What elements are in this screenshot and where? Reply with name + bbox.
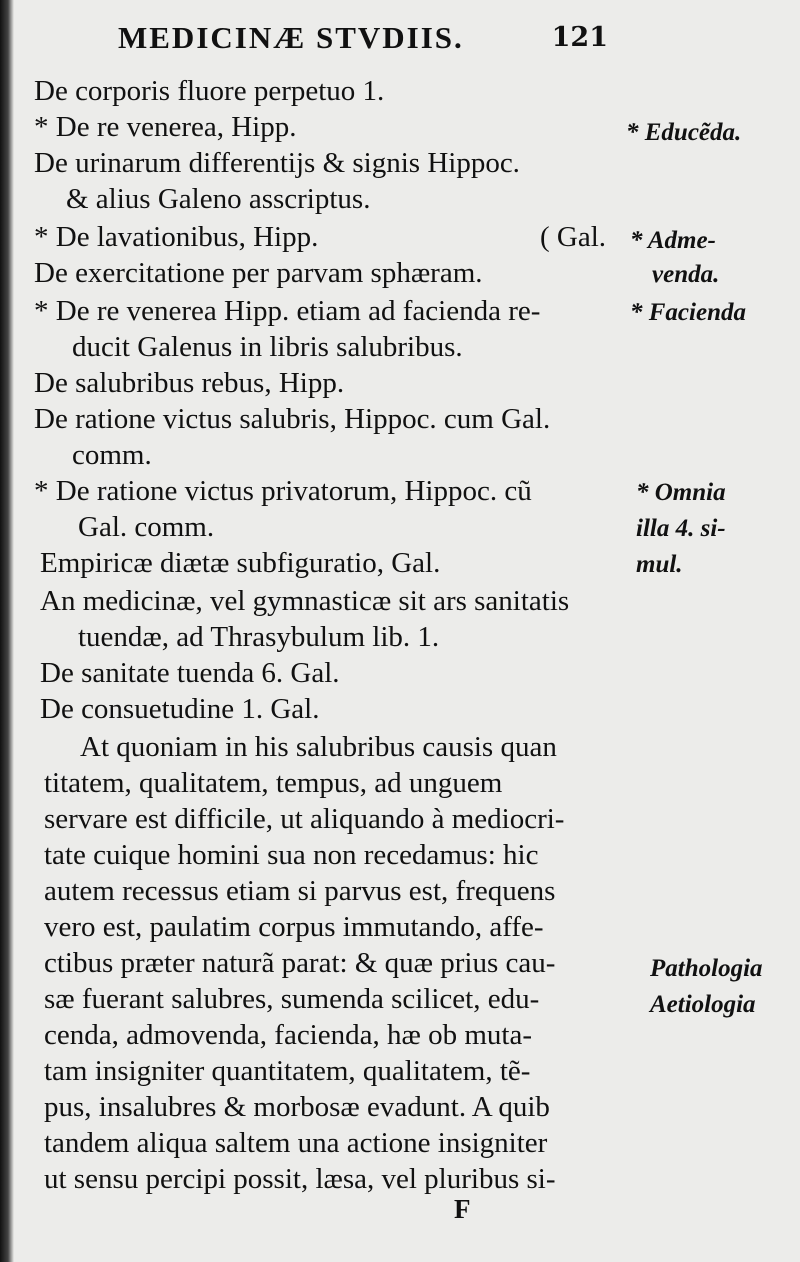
text-line: De urinarum differentijs & signis Hippoc. xyxy=(34,147,520,179)
text-line: De sanitate tuenda 6. Gal. xyxy=(40,657,340,689)
margin-note: * Omnia xyxy=(636,479,726,506)
text-line: Empiricæ diætæ subfiguratio, Gal. xyxy=(40,547,441,579)
text-line: ( Gal. xyxy=(540,221,607,253)
text-line: At quoniam in his salubribus causis quan xyxy=(80,731,557,763)
text-line: * De ratione victus privatorum, Hippoc. cũ xyxy=(34,475,532,507)
margin-note: illa 4. si- xyxy=(636,515,726,542)
text-line: cenda, admovenda, facienda, hæ ob muta- xyxy=(44,1019,532,1051)
text-line: titatem, qualitatem, tempus, ad unguem xyxy=(44,767,503,799)
margin-note: Pathologia xyxy=(650,955,763,982)
margin-note: * Educẽda. xyxy=(626,119,742,146)
text-line: De consuetudine 1. Gal. xyxy=(40,693,320,725)
text-line: De salubribus rebus, Hipp. xyxy=(34,367,345,399)
margin-note: * Facienda xyxy=(630,299,746,326)
text-line: ut sensu percipi possit, læsa, vel pluribus si- xyxy=(44,1163,556,1195)
text-line: tandem aliqua saltem una actione insigniter xyxy=(44,1127,548,1159)
text-line: * De re venerea Hipp. etiam ad facienda re- xyxy=(34,295,541,327)
text-line: tuendæ, ad Thrasybulum lib. 1. xyxy=(78,621,440,653)
text-line: De exercitatione per parvam sphæram. xyxy=(34,257,483,289)
text-line: * De lavationibus, Hipp. xyxy=(34,221,319,253)
text-line: sæ fuerant salubres, sumenda scilicet, edu- xyxy=(44,983,540,1015)
text-line: ctibus præter naturã parat: & quæ prius cau- xyxy=(44,947,556,979)
margin-note: * Adme- xyxy=(630,227,716,254)
text-line: De ratione victus salubris, Hippoc. cum Gal. xyxy=(34,403,551,435)
text-line: De corporis fluore perpetuo 1. xyxy=(34,75,385,107)
text-line: An medicinæ, vel gymnasticæ sit ars sanitatis xyxy=(40,585,570,617)
text-line: Gal. comm. xyxy=(78,511,215,543)
text-line: tam insigniter quantitatem, qualitatem, tẽ- xyxy=(44,1055,531,1087)
text-line: autem recessus etiam si parvus est, frequens xyxy=(44,875,556,907)
page-number: 121 xyxy=(551,22,608,53)
text-line: pus, insalubres & morbosæ evadunt. A quib xyxy=(44,1091,550,1123)
page-header xyxy=(118,20,608,60)
margin-note: Aetiologia xyxy=(650,991,756,1018)
running-title: MEDICINÆ STVDIIS. xyxy=(118,20,464,55)
margin-note: mul. xyxy=(636,551,683,578)
signature-mark: F xyxy=(454,1194,471,1224)
text-line: & alius Galeno asscriptus. xyxy=(66,183,371,215)
text-line: servare est difficile, ut aliquando à mediocri- xyxy=(44,803,565,835)
text-line: vero est, paulatim corpus immutando, affe- xyxy=(44,911,544,943)
text-line: tate cuique homini sua non recedamus: hic xyxy=(44,839,539,871)
text-line: ducit Galenus in libris salubribus. xyxy=(72,331,463,363)
text-line: comm. xyxy=(72,439,152,471)
margin-note: venda. xyxy=(652,261,720,288)
text-line: * De re venerea, Hipp. xyxy=(34,111,297,143)
